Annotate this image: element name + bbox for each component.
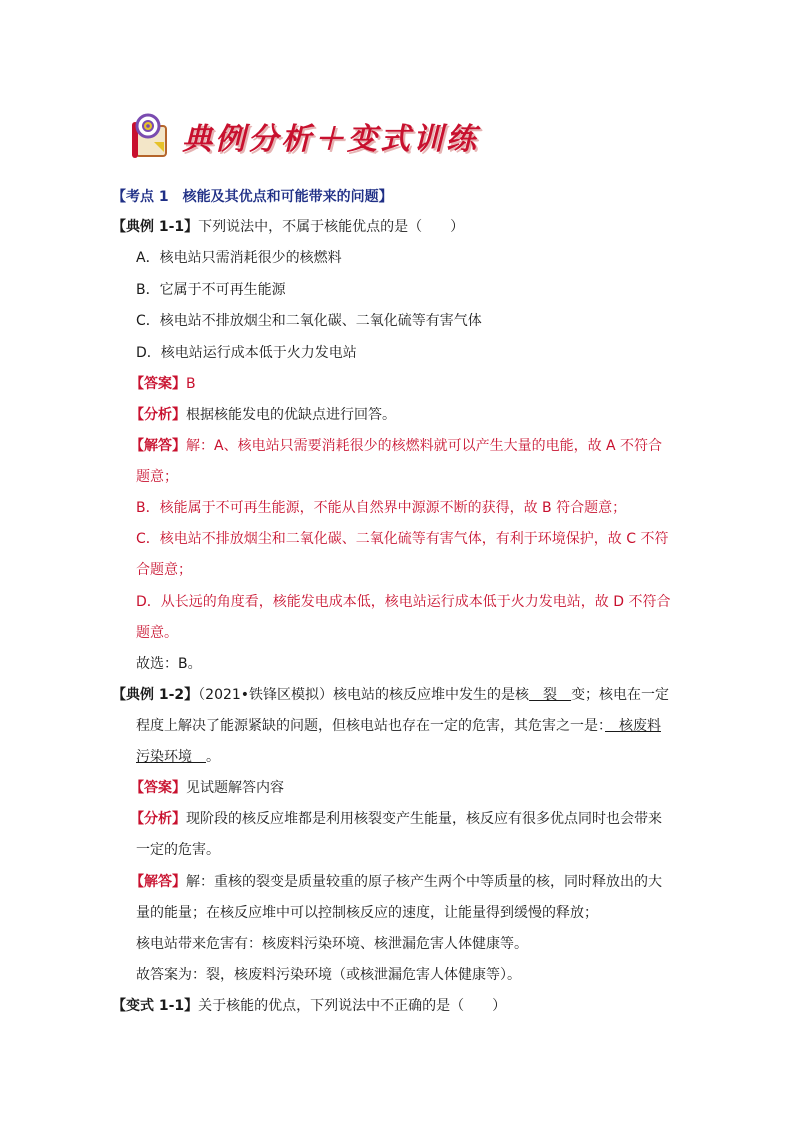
question-stem: 程度上解决了能源紧缺的问题，但核电站也存在一定的危害，其危害之一是： xyxy=(136,718,605,734)
example-tag: 【典例 1-1】 xyxy=(112,219,199,235)
option-a: A．核电站只需消耗很少的核燃料 xyxy=(136,250,342,266)
answer-line xyxy=(130,375,196,393)
solution-text: 量的能量；在核反应堆中可以控制核反应的速度，让能量得到缓慢的释放； xyxy=(136,905,598,921)
fill-blank: 裂 xyxy=(529,687,572,703)
solution-line xyxy=(130,873,662,891)
fill-blank: 污染环境 xyxy=(136,749,206,765)
analysis-text: 现阶段的核反应堆都是利用核裂变产生能量，核反应有很多优点同时也会带来 xyxy=(186,811,662,827)
scroll-book-icon xyxy=(128,112,172,160)
answer-tag: 【答案】 xyxy=(130,376,186,392)
section-heading: 【考点 1 核能及其优点和可能带来的问题】 xyxy=(112,189,393,205)
example-1-2-stem-cont xyxy=(136,717,661,735)
banner-title: 典例分析＋变式训练 xyxy=(182,122,479,157)
solution-text: 合题意； xyxy=(136,562,192,578)
solution-text: 解：重核的裂变是质量较重的原子核产生两个中等质量的核，同时释放出的大 xyxy=(186,874,662,890)
example-1-1-stem xyxy=(112,218,464,236)
analysis-text: 根据核能发电的优缺点进行回答。 xyxy=(186,407,396,423)
variant-tag: 【变式 1-1】 xyxy=(112,998,199,1014)
fill-blank: 核废料 xyxy=(605,718,661,734)
solution-text: 核电站带来危害有：核废料污染环境、核泄漏危害人体健康等。 xyxy=(136,936,528,952)
analysis-tag: 【分析】 xyxy=(130,811,186,827)
solution-text: 题意。 xyxy=(136,625,178,641)
analysis-text: 一定的危害。 xyxy=(136,842,220,858)
section-banner xyxy=(128,110,479,162)
answer-value: B xyxy=(186,376,196,392)
analysis-line xyxy=(130,810,662,828)
solution-text: C．核电站不排放烟尘和二氧化碳、二氧化硫等有害气体，有利于环境保护，故 C 不符 xyxy=(136,531,669,547)
example-tag: 【典例 1-2】 xyxy=(112,687,199,703)
example-1-2-stem xyxy=(112,686,669,704)
choice-line: 故选：B。 xyxy=(136,656,202,672)
answer-tag: 【答案】 xyxy=(130,780,186,796)
variant-1-1-stem xyxy=(112,997,506,1015)
question-stem: 变；核电在一定 xyxy=(571,687,670,703)
solution-text: 故答案为：裂，核废料污染环境（或核泄漏危害人体健康等）。 xyxy=(136,967,521,983)
analysis-line xyxy=(130,406,396,424)
answer-line xyxy=(130,779,284,797)
question-stem: 。 xyxy=(206,749,220,765)
solution-tag: 【解答】 xyxy=(130,874,186,890)
solution-tag: 【解答】 xyxy=(130,438,186,454)
option-b: B．它属于不可再生能源 xyxy=(136,282,286,298)
solution-text: 解：A、核电站只需要消耗很少的核燃料就可以产生大量的电能，故 A 不符合 xyxy=(186,438,663,454)
solution-text: D．从长远的角度看，核能发电成本低，核电站运行成本低于火力发电站，故 D 不符合 xyxy=(136,594,671,610)
question-stem: （2021•铁锋区模拟）核电站的核反应堆中发生的是核 xyxy=(198,687,530,703)
question-stem: 下列说法中，不属于核能优点的是（ ） xyxy=(198,219,465,235)
solution-text: B．核能属于不可再生能源，不能从自然界中源源不断的获得，故 B 符合题意； xyxy=(136,500,627,516)
example-1-2-stem-end xyxy=(136,748,220,766)
option-d: D．核电站运行成本低于火力发电站 xyxy=(136,345,357,361)
option-c: C．核电站不排放烟尘和二氧化碳、二氧化硫等有害气体 xyxy=(136,313,482,329)
analysis-tag: 【分析】 xyxy=(130,407,186,423)
answer-value: 见试题解答内容 xyxy=(186,780,284,796)
question-stem: 关于核能的优点，下列说法中不正确的是（ ） xyxy=(198,998,507,1014)
solution-line xyxy=(130,437,662,455)
solution-text: 题意； xyxy=(136,469,178,485)
